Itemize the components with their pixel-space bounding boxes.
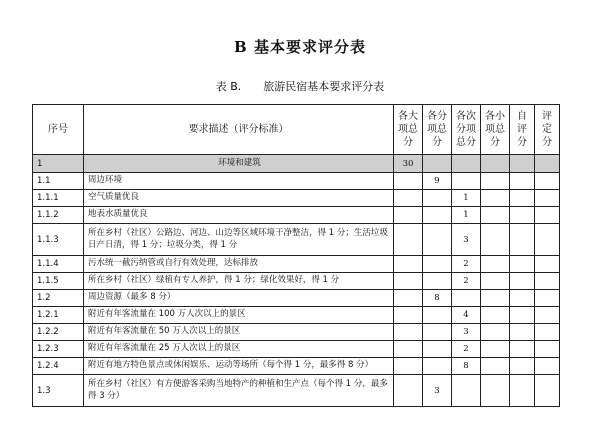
row-subsub-score: 1: [452, 207, 481, 224]
table-row: [33, 224, 560, 256]
table-row: [33, 173, 560, 190]
row-description: 所在乡村（社区）绿植有专人养护，得 1 分；绿化效果好，得 1 分: [84, 273, 394, 290]
row-self-score: [510, 375, 535, 407]
row-rating-score: [535, 358, 560, 375]
row-major-score: [394, 290, 423, 307]
row-rating-score: [535, 256, 560, 273]
row-subsub-score: 3: [452, 324, 481, 341]
row-description: 所在乡村（社区）有方便游客采购当地特产的种植和生产点（每个得 1 分，最多得 3 分）: [84, 375, 394, 407]
row-description: 周边资源（最多 8 分）: [84, 290, 394, 307]
row-description: 污水统一截污纳管或自行有效处理，达标排放: [84, 256, 394, 273]
row-subsub-score: 8: [452, 358, 481, 375]
row-description: 周边环境: [84, 173, 394, 190]
header-desc: 要求描述（评分标准）: [84, 105, 394, 155]
row-major-score: [394, 375, 423, 407]
row-number: 1.2.3: [33, 341, 84, 358]
table-row: [33, 341, 560, 358]
row-subsub-score: [452, 290, 481, 307]
row-description: 附近有年客流量在 100 万人次以上的景区: [84, 307, 394, 324]
table-row: [33, 324, 560, 341]
row-rating-score: [535, 155, 560, 173]
row-self-score: [510, 190, 535, 207]
row-major-score: [394, 307, 423, 324]
header-subsub: 各次 分项 总分: [452, 105, 481, 155]
row-number: 1.3: [33, 375, 84, 407]
table-row: [33, 273, 560, 290]
table-row: [33, 358, 560, 375]
row-description: 地表水质量优良: [84, 207, 394, 224]
row-sub-score: 9: [423, 173, 452, 190]
row-rating-score: [535, 207, 560, 224]
row-self-score: [510, 207, 535, 224]
row-minor-score: [481, 307, 510, 324]
row-major-score: [394, 358, 423, 375]
row-minor-score: [481, 273, 510, 290]
row-minor-score: [481, 324, 510, 341]
section-title: B 基本要求评分表: [234, 38, 366, 56]
table-row: [33, 207, 560, 224]
row-rating-score: [535, 307, 560, 324]
row-sub-score: [423, 256, 452, 273]
row-sub-score: [423, 341, 452, 358]
row-self-score: [510, 155, 535, 173]
header-minor: 各小 项总 分: [481, 105, 510, 155]
header-major: 各大 项总 分: [394, 105, 423, 155]
row-minor-score: [481, 341, 510, 358]
row-major-score: [394, 173, 423, 190]
header-row: [33, 105, 560, 155]
row-self-score: [510, 358, 535, 375]
row-subsub-score: 3: [452, 224, 481, 256]
header-no: 序号: [33, 105, 84, 155]
row-subsub-score: 2: [452, 273, 481, 290]
row-rating-score: [535, 341, 560, 358]
row-sub-score: 3: [423, 375, 452, 407]
row-minor-score: [481, 224, 510, 256]
row-sub-score: [423, 324, 452, 341]
row-number: 1.1: [33, 173, 84, 190]
table-row: [33, 155, 560, 173]
row-sub-score: [423, 307, 452, 324]
header-self-score: 自 评 分: [510, 105, 535, 155]
row-self-score: [510, 256, 535, 273]
row-rating-score: [535, 273, 560, 290]
row-minor-score: [481, 358, 510, 375]
row-rating-score: [535, 224, 560, 256]
row-description: 所在乡村（社区）公路边、河边、山边等区域环境干净整洁，得 1 分；生活垃圾日产日清，得 1 分；垃圾分类，得 1 分: [84, 224, 394, 256]
row-rating-score: [535, 173, 560, 190]
row-number: 1.1.2: [33, 207, 84, 224]
row-major-score: [394, 324, 423, 341]
header-rating-score: 评 定 分: [535, 105, 560, 155]
row-minor-score: [481, 290, 510, 307]
row-description: 空气质量优良: [84, 190, 394, 207]
row-subsub-score: [452, 155, 481, 173]
row-subsub-score: [452, 375, 481, 407]
row-sub-score: [423, 273, 452, 290]
row-subsub-score: 4: [452, 307, 481, 324]
row-description: 环境和建筑: [84, 155, 394, 173]
row-self-score: [510, 173, 535, 190]
table-caption-text: 旅游民宿基本要求评分表: [263, 80, 385, 93]
row-subsub-score: 2: [452, 256, 481, 273]
row-number: 1.1.4: [33, 256, 84, 273]
row-self-score: [510, 273, 535, 290]
row-description: 附近有年客流量在 25 万人次以上的景区: [84, 341, 394, 358]
row-rating-score: [535, 324, 560, 341]
header-sub: 各分 项总 分: [423, 105, 452, 155]
row-rating-score: [535, 190, 560, 207]
row-minor-score: [481, 173, 510, 190]
row-number: 1.2.1: [33, 307, 84, 324]
row-sub-score: 8: [423, 290, 452, 307]
row-sub-score: [423, 224, 452, 256]
row-number: 1.1.1: [33, 190, 84, 207]
row-sub-score: [423, 358, 452, 375]
row-minor-score: [481, 190, 510, 207]
row-self-score: [510, 324, 535, 341]
row-number: 1.1.3: [33, 224, 84, 256]
row-major-score: [394, 207, 423, 224]
row-self-score: [510, 341, 535, 358]
table-row: [33, 307, 560, 324]
table-caption: [0, 78, 600, 94]
row-subsub-score: 2: [452, 341, 481, 358]
table-row: [33, 290, 560, 307]
scoring-table: [32, 104, 560, 407]
row-self-score: [510, 290, 535, 307]
row-subsub-score: [452, 173, 481, 190]
table-row: [33, 375, 560, 407]
table-caption-label: 表 B.: [215, 80, 242, 93]
row-subsub-score: 1: [452, 190, 481, 207]
row-number: 1.2: [33, 290, 84, 307]
row-major-score: [394, 224, 423, 256]
row-self-score: [510, 307, 535, 324]
row-sub-score: [423, 155, 452, 173]
row-major-score: [394, 341, 423, 358]
row-minor-score: [481, 207, 510, 224]
row-major-score: [394, 273, 423, 290]
row-rating-score: [535, 290, 560, 307]
table-row: [33, 256, 560, 273]
row-description: 附近有年客流量在 50 万人次以上的景区: [84, 324, 394, 341]
row-major-score: 30: [394, 155, 423, 173]
row-sub-score: [423, 207, 452, 224]
row-number: 1.2.2: [33, 324, 84, 341]
row-number: 1: [33, 155, 84, 173]
row-sub-score: [423, 190, 452, 207]
row-number: 1.2.4: [33, 358, 84, 375]
row-description: 附近有地方特色景点或休闲娱乐、运动等场所（每个得 1 分，最多得 8 分）: [84, 358, 394, 375]
row-minor-score: [481, 375, 510, 407]
table-row: [33, 190, 560, 207]
row-major-score: [394, 256, 423, 273]
row-minor-score: [481, 256, 510, 273]
row-minor-score: [481, 155, 510, 173]
row-rating-score: [535, 375, 560, 407]
row-self-score: [510, 224, 535, 256]
row-major-score: [394, 190, 423, 207]
row-number: 1.1.5: [33, 273, 84, 290]
